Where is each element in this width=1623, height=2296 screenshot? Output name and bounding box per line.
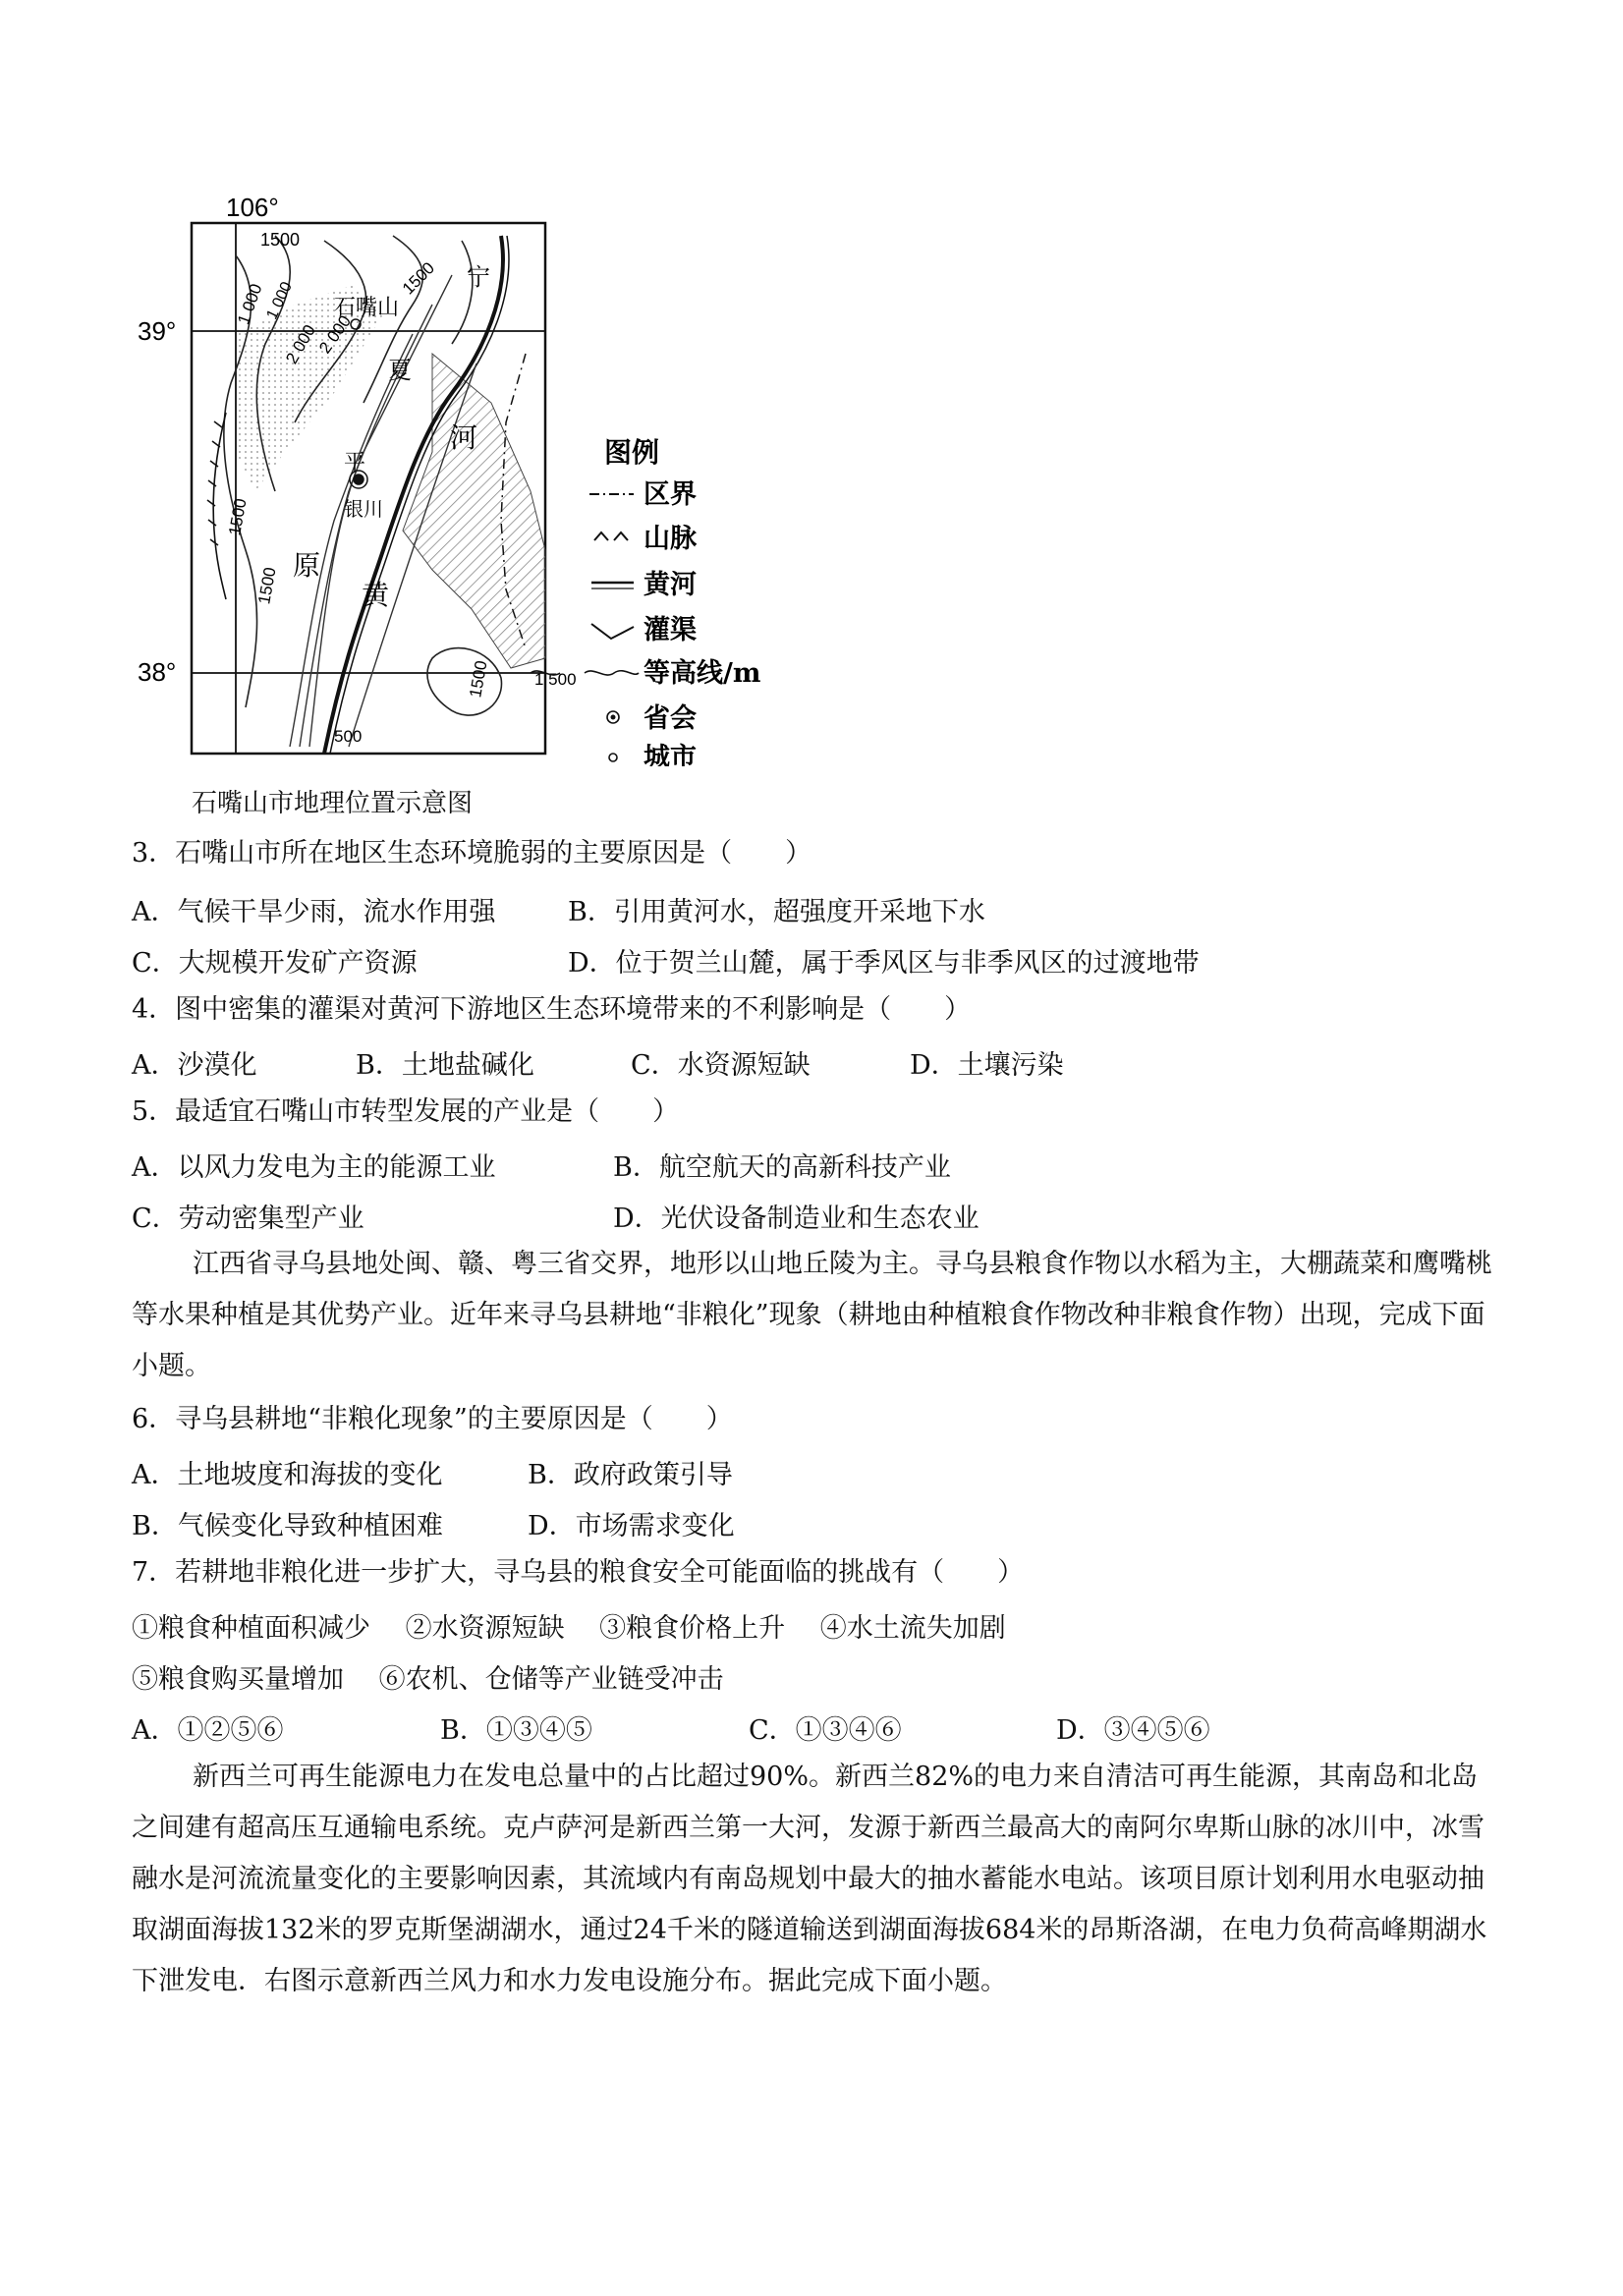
contour-label: 1 000 bbox=[263, 279, 296, 322]
desert-area bbox=[403, 354, 545, 668]
q7-option-b: B．①③④⑤ bbox=[440, 1715, 592, 1746]
q6-option-d: D．市场需求变化 bbox=[528, 1511, 735, 1541]
lat-top-label: 39° bbox=[138, 316, 177, 346]
q4-stem: 4．图中密集的灌渠对黄河下游地区生态环境带来的不利影响是（ ） bbox=[132, 994, 972, 1025]
place-yinchuan: 银川 bbox=[344, 497, 383, 521]
q7-option-a: A．①②⑤⑥ bbox=[132, 1715, 284, 1746]
legend-river: 黄河 bbox=[644, 570, 697, 600]
q5-option-c: C．劳动密集型产业 bbox=[132, 1204, 364, 1234]
contour-label: 1500 bbox=[466, 658, 491, 700]
q4-option-a: A．沙漠化 bbox=[132, 1050, 257, 1081]
q7-option-c: C．①③④⑥ bbox=[749, 1715, 902, 1746]
capital-yinchuan bbox=[354, 475, 364, 484]
legend-boundary: 区界 bbox=[644, 479, 697, 510]
legend-contour: 等高线/m bbox=[644, 658, 761, 689]
contour-label: 1500 bbox=[260, 230, 301, 250]
map-legend bbox=[531, 436, 760, 766]
q3-option-b: B．引用黄河水，超强度开采地下水 bbox=[568, 897, 985, 927]
q3-option-a: A．气候干旱少雨，流水作用强 bbox=[132, 897, 496, 927]
map-svg bbox=[138, 196, 845, 766]
place-xia: 夏 bbox=[388, 357, 412, 384]
q6-option-a: A．土地坡度和海拔的变化 bbox=[132, 1460, 443, 1490]
q7-items-2: ⑤粮食购买量增加 ⑥农机、仓储等产业链受冲击 bbox=[132, 1664, 724, 1695]
q7-items-1: ①粮食种植面积减少 ②水资源短缺 ③粮食价格上升 ④水土流失加剧 bbox=[132, 1613, 1006, 1644]
q3-stem: 3．石嘴山市所在地区生态环境脆弱的主要原因是（ ） bbox=[132, 838, 812, 868]
shizuishan-map bbox=[138, 196, 845, 766]
contour-label: 1500 bbox=[225, 496, 251, 537]
q4-option-d: D．土壤污染 bbox=[910, 1050, 1064, 1081]
legend-canal: 灌渠 bbox=[644, 615, 697, 645]
contour-label: 1 000 bbox=[234, 281, 266, 327]
q3-option-d: D．位于贺兰山麓，属于季风区与非季风区的过渡地带 bbox=[568, 948, 1200, 979]
contour-label: 2 000 bbox=[282, 321, 319, 367]
q7-stem: 7．若耕地非粮化进一步扩大，寻乌县的粮食安全可能面临的挑战有（ ） bbox=[132, 1557, 1025, 1588]
place-huang: 黄 bbox=[362, 579, 390, 611]
q7-option-d: D．③④⑤⑥ bbox=[1056, 1715, 1210, 1746]
q5-option-b: B．航空航天的高新科技产业 bbox=[613, 1152, 951, 1183]
place-shizuishan: 石嘴山 bbox=[334, 296, 400, 320]
passage-new-zealand: 新西兰可再生能源电力在发电总量中的占比超过90%。新西兰82%的电力来自清洁可再生能源，其南岛和北岛之间建有超高压互通输电系统。克卢萨河是新西兰第一大河，发源于新西兰最高大的南阿尔卑斯山脉的冰川中，冰雪融水是河流流量变化的主要影响因素，其流域内有南岛规划中最大的抽水蓄能水电站。该项目原计划利用水电驱动抽取湖面海拔132米的罗克斯堡湖湖水，通过24千米的隧道输送到湖面海拔684米的昂斯洛湖，在电力负荷高峰期湖水下泄发电．右图示意新西兰风力和水力发电设施分布。据此完成下面小题。 bbox=[132, 1762, 1487, 1996]
q6-stem: 6．寻乌县耕地“非粮化现象”的主要原因是（ ） bbox=[132, 1404, 733, 1434]
contour-label: 500 bbox=[334, 727, 363, 746]
q3-option-c: C．大规模开发矿产资源 bbox=[132, 948, 418, 979]
place-yuan: 原 bbox=[293, 549, 321, 582]
contour-label: 2 000 bbox=[315, 311, 356, 358]
legend-city: 城市 bbox=[644, 743, 697, 766]
q4-option-b: B．土地盐碱化 bbox=[356, 1050, 534, 1081]
place-he: 河 bbox=[450, 421, 478, 454]
map-caption: 石嘴山市地理位置示意图 bbox=[192, 789, 474, 818]
legend-mountain: 山脉 bbox=[644, 524, 697, 554]
contour-label: 1500 bbox=[254, 565, 280, 606]
q6-option-b2: B．气候变化导致种植困难 bbox=[132, 1511, 443, 1541]
place-ning: 宁 bbox=[467, 263, 490, 291]
q4-option-c: C．水资源短缺 bbox=[631, 1050, 811, 1081]
q5-option-a: A．以风力发电为主的能源工业 bbox=[132, 1152, 496, 1183]
lon-label: 106° bbox=[226, 196, 279, 222]
legend-capital: 省会 bbox=[644, 703, 697, 734]
place-ping: 平 bbox=[344, 451, 366, 476]
lat-bottom-label: 38° bbox=[138, 657, 177, 687]
contour-label: 1500 bbox=[398, 258, 439, 299]
legend-title: 图例 bbox=[604, 436, 660, 469]
q5-stem: 5．最适宜石嘴山市转型发展的产业是（ ） bbox=[132, 1096, 680, 1127]
passage-xunwu: 江西省寻乌县地处闽、赣、粤三省交界，地形以山地丘陵为主。寻乌县粮食作物以水稻为主，大棚蔬菜和鹰嘴桃等水果种植是其优势产业。近年来寻乌县耕地“非粮化”现象（耕地由种植粮食作物改种非粮食作物）出现，完成下面小题。 bbox=[132, 1249, 1492, 1381]
q6-option-b: B．政府政策引导 bbox=[528, 1460, 733, 1490]
legend-contour-value: 1 500 bbox=[534, 670, 577, 689]
q5-option-d: D．光伏设备制造业和生态农业 bbox=[613, 1204, 979, 1234]
